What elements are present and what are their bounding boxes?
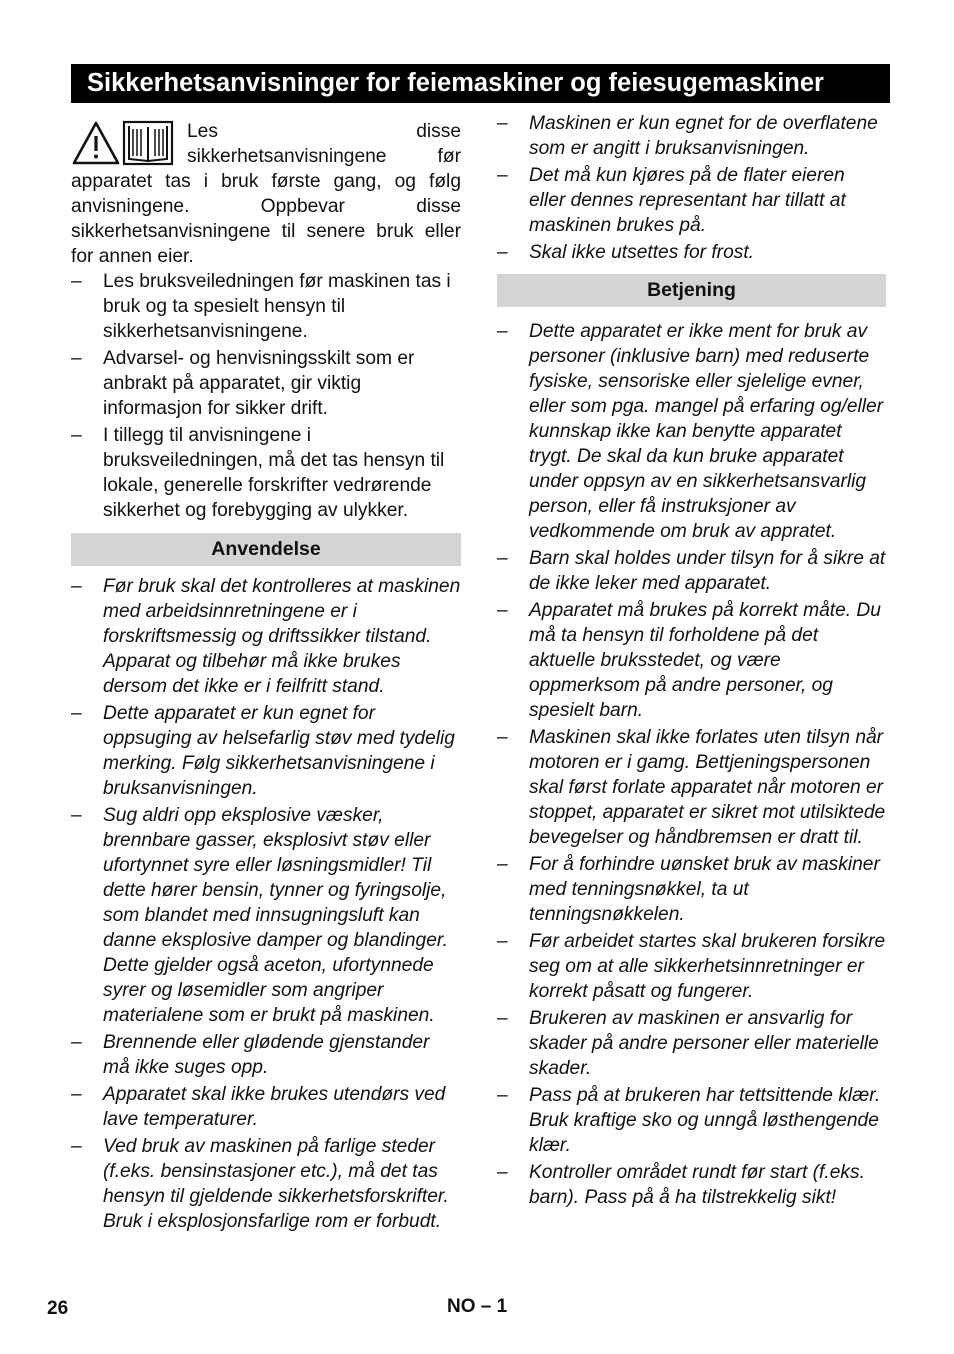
list-item [497,163,886,238]
list-item-text: Apparatet må brukes på korrekt måte. Du må ta hensyn til forholdene på det aktuelle bruksstedet, og være oppmerksom på andre personer, og spesielt barn. [529,600,881,721]
dash-bullet: – [71,1032,82,1053]
dash-bullet: – [497,113,508,134]
dash-bullet: – [71,805,82,826]
dash-bullet: – [497,321,508,342]
manual-book-icon [124,122,172,164]
list-item [497,598,886,723]
dash-bullet: – [71,271,82,292]
right-column [497,111,886,1212]
page-number: 26 [47,1298,69,1319]
intro-text: Les disse sikkerhetsanvisningene før apparatet tas i bruk første gang, og følg anvisningene. Oppbevar disse sikkerhetsanvisningene til senere bruk eller for annen eier. [71,121,461,267]
list-item-text: Sug aldri opp eksplosive væsker, brennbare gasser, eksplosivt støv eller ufortynnet syre eller løsningsmidler! Til dette hører bensin, tynner og fyringsolje, som blandet med innsugningsluft kan danne eksplosive damper og blandinger. Dette gjelder også aceton, ufortynnede syrer og løsemidler som angriper materialene som er brukt på maskinen. [103,805,448,1026]
dash-bullet: – [497,548,508,569]
list-item [497,725,886,850]
list-item-text: Advarsel- og henvisningsskilt som er anbrakt på apparatet, gir viktig informasjon for sikker drift. [103,348,415,419]
list-item [71,574,461,699]
betjening-list [497,319,886,1210]
list-item [497,1006,886,1081]
dash-bullet: – [497,1008,508,1029]
intro-block [71,119,461,269]
list-item-text: Les bruksveiledningen før maskinen tas i bruk og ta spesielt hensyn til sikkerhetsanvisningene. [103,271,451,342]
list-item [497,1160,886,1210]
list-item [71,1082,461,1132]
list-item [497,852,886,927]
list-item [71,1134,461,1234]
list-item-text: Kontroller området rundt før start (f.eks. barn). Pass på å ha tilstrekkelig sikt! [529,1162,865,1208]
list-item [71,1030,461,1080]
list-item [71,803,461,1028]
anvendelse-continued-list [497,111,886,265]
section-heading-anvendelse: Anvendelse [71,533,461,566]
dash-bullet: – [71,1084,82,1105]
language-page-marker: NO – 1 [447,1296,508,1317]
list-item-text: Apparatet skal ikke brukes utendørs ved lave temperaturer. [103,1084,446,1130]
list-item [497,546,886,596]
list-item-text: Brukeren av maskinen er ansvarlig for skader på andre personer eller materielle skader. [529,1008,879,1079]
section-heading-betjening: Betjening [497,274,886,307]
list-item-text: For å forhindre uønsket bruk av maskiner med tenningsnøkkel, ta ut tenningsnøkkelen. [529,854,880,925]
anvendelse-list [71,574,461,1234]
list-item-text: Dette apparatet er kun egnet for oppsuging av helsefarlig støv med tydelig merking. Følg sikkerhetsanvisningene i bruksanvisningen. [103,703,455,799]
left-column [71,119,461,1236]
dash-bullet: – [497,854,508,875]
warning-triangle-icon [74,123,118,163]
page-title: Sikkerhetsanvisninger for feiemaskiner og feiesugemaskiner [71,64,890,103]
list-item [497,929,886,1004]
dash-bullet: – [71,703,82,724]
list-item-text: Dette apparatet er ikke ment for bruk av personer (inklusive barn) med reduserte fysiske, sensoriske eller sjelelige evner, eller som pga. mangel på erfaring og/eller kunnskap ikke kan benytte apparatet trygt. De skal da kun bruke apparatet under oppsyn av en sikkerhetsansvarlig person, eller få instruksjoner av vedkommende om bruk av appratet. [529,321,884,542]
dash-bullet: – [71,425,82,446]
list-item-text: Skal ikke utsettes for frost. [529,242,755,263]
list-item-text: Det må kun kjøres på de flater eieren eller dennes representant har tillatt at maskinen brukes på. [529,165,846,236]
dash-bullet: – [71,1136,82,1157]
dash-bullet: – [497,165,508,186]
dash-bullet: – [497,931,508,952]
list-item-text: Barn skal holdes under tilsyn for å sikre at de ikke leker med apparatet. [529,548,886,594]
list-item-text: Ved bruk av maskinen på farlige steder (f.eks. bensinstasjoner etc.), må det tas hensyn til gjeldende sikkerhetsforskrifter. Bruk i eksplosjonsfarlige rom er forbudt. [103,1136,449,1232]
list-item [497,240,886,265]
list-item [71,423,461,523]
dash-bullet: – [497,1162,508,1183]
list-item-text: Før arbeidet startes skal brukeren forsikre seg om at alle sikkerhetsinnretninger er korrekt påsatt og fungerer. [529,931,886,1002]
list-item [71,701,461,801]
list-item [71,346,461,421]
dash-bullet: – [71,576,82,597]
list-item-text: Maskinen skal ikke forlates uten tilsyn når motoren er i gamg. Bettjeningspersonen skal først forlate apparatet når motoren er stoppet, apparatet er sikret mot utilsiktede bevegelser og håndbremsen er dratt til. [529,727,886,848]
list-item-text: I tillegg til anvisningene i bruksveiledningen, må det tas hensyn til lokale, generelle forskrifter vedrørende sikkerhet og forebygging av ulykker. [103,425,445,521]
list-item-text: Maskinen er kun egnet for de overflatene som er angitt i bruksanvisningen. [529,113,878,159]
warning-manual-icons [71,120,176,166]
list-item [497,319,886,544]
dash-bullet: – [497,600,508,621]
general-list [71,269,461,523]
dash-bullet: – [497,1085,508,1106]
list-item [497,111,886,161]
list-item-text: Pass på at brukeren har tettsittende klær. Bruk kraftige sko og unngå løsthengende klær. [529,1085,881,1156]
list-item-text: Før bruk skal det kontrolleres at maskinen med arbeidsinnretningene er i forskriftsmessig og driftssikker tilstand. Apparat og tilbehør må ikke brukes dersom det ikke er i feilfritt stand. [103,576,461,697]
list-item [71,269,461,344]
list-item [497,1083,886,1158]
dash-bullet: – [497,242,508,263]
dash-bullet: – [71,348,82,369]
list-item-text: Brennende eller glødende gjenstander må ikke suges opp. [103,1032,430,1078]
dash-bullet: – [497,727,508,748]
